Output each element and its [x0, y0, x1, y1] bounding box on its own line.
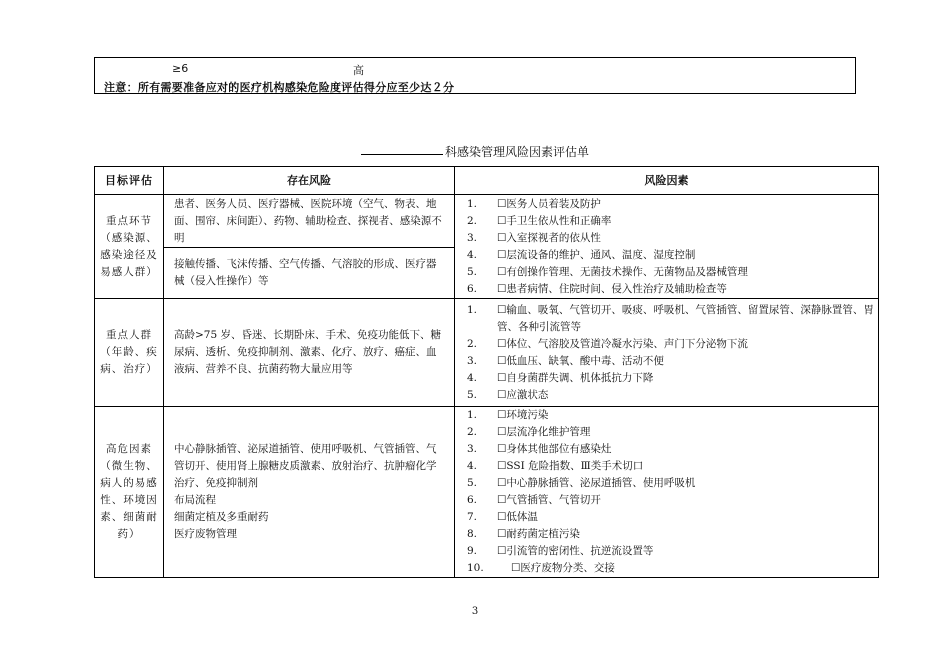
factor-cell: [455, 299, 879, 407]
checkbox-item[interactable]: ☐体位、气溶胶及管道冷凝水污染、声门下分泌物下流: [497, 337, 748, 350]
form-title: [0, 143, 950, 160]
list-item: [467, 264, 878, 281]
item-number: 9.: [467, 545, 478, 557]
checkbox-item[interactable]: ☐有创操作管理、无菌技术操作、无菌物品及器械管理: [497, 265, 748, 278]
header-target: 目标评估: [95, 167, 164, 195]
list-item: [467, 441, 878, 458]
checkbox-item[interactable]: ☐耐药菌定植污染: [497, 528, 580, 540]
item-number: 1.: [467, 409, 478, 421]
checkbox-item[interactable]: ☐患者病情、住院时间、侵入性治疗及辅助检查等: [497, 282, 727, 295]
checkbox-item[interactable]: ☐医疗废物分类、交接: [511, 562, 615, 574]
header-risk: 存在风险: [164, 167, 455, 195]
list-item: [467, 387, 878, 404]
item-number: 4.: [467, 371, 478, 384]
risk-line: 医疗废物管理: [174, 528, 237, 540]
item-number: 3.: [467, 443, 478, 455]
risk-cell: [164, 407, 455, 578]
risk-line: 细菌定植及多重耐药: [174, 511, 269, 523]
target-cell: 重点人群（年龄、疾病、治疗）: [95, 299, 164, 407]
checkbox-item[interactable]: ☐中心静脉插管、泌尿道插管、使用呼吸机: [497, 477, 696, 489]
risk-cell: 患者、医务人员、医疗器械、医院环境（空气、物表、地面、围帘、床间距）、药物、辅助检查、探视者、感染源不明: [164, 195, 455, 248]
item-number: 10.: [467, 562, 484, 574]
list-item: [467, 560, 878, 577]
checkbox-item[interactable]: ☐引流管的密闭性、抗逆流设置等: [497, 545, 654, 557]
list-item: [467, 213, 878, 230]
list-item: [467, 543, 878, 560]
list-item: [467, 424, 878, 441]
list-item: [467, 247, 878, 264]
list-item: [467, 196, 878, 213]
risk-level-value: 高: [353, 64, 364, 77]
checkbox-item[interactable]: ☐层流设备的维护、通风、温度、湿度控制: [497, 248, 696, 261]
item-number: 5.: [467, 265, 478, 278]
checkbox-item[interactable]: ☐身体其他部位有感染灶: [497, 443, 612, 455]
checkbox-item[interactable]: ☐输血、吸氧、气管切开、吸痰、呼吸机、气管插管、留置尿管、深静脉置管、胃管、各种引流管等: [497, 303, 874, 333]
checkbox-item[interactable]: ☐SSI 危险指数、Ⅲ类手术切口: [497, 460, 644, 472]
list-item: [467, 526, 878, 543]
list-item: [467, 492, 878, 509]
item-number: 5.: [467, 388, 478, 401]
list-item: [467, 336, 878, 353]
checkbox-item[interactable]: ☐层流净化维护管理: [497, 426, 591, 438]
header-factors: 风险因素: [455, 167, 879, 195]
item-number: 2.: [467, 214, 478, 227]
list-item: [467, 370, 878, 387]
risk-note: 注意：所有需要准备应对的医疗机构感染危险度评估得分应至少达２分: [104, 81, 455, 94]
item-number: 4.: [467, 460, 478, 472]
risk-line: 中心静脉插管、泌尿道插管、使用呼吸机、气管插管、气管切开、使用肾上腺糖皮质激素、放射治疗、抗肿瘤化学治疗、免疫抑制剂: [174, 443, 437, 489]
item-number: 3.: [467, 354, 478, 367]
checkbox-item[interactable]: ☐手卫生依从性和正确率: [497, 214, 612, 227]
risk-cell: 接触传播、飞沫传播、空气传播、气溶胶的形成、医疗器械（侵入性操作）等: [164, 248, 455, 299]
risk-cell: 高龄>75 岁、昏迷、长期卧床、手术、免疫功能低下、糖尿病、透析、免疫抑制剂、激素、化疗、放疗、癌症、血液病、营养不良、抗菌药物大量应用等: [164, 299, 455, 407]
list-item: [467, 475, 878, 492]
table-header-row: [95, 167, 879, 195]
department-blank[interactable]: [361, 154, 443, 155]
list-item: [467, 230, 878, 247]
list-item: [467, 509, 878, 526]
item-number: 4.: [467, 248, 478, 261]
item-number: 5.: [467, 477, 478, 489]
item-number: 6.: [467, 494, 478, 506]
target-cell: 高危因素（微生物、病人的易感性、环境因素、细菌耐药）: [95, 407, 164, 578]
checkbox-item[interactable]: ☐医务人员着装及防护: [497, 197, 601, 210]
checkbox-item[interactable]: ☐气管插管、气管切开: [497, 494, 601, 506]
risk-score-level: ≥6: [172, 62, 189, 75]
checkbox-item[interactable]: ☐自身菌群失调、机体抵抗力下降: [497, 371, 654, 384]
list-item: [467, 353, 878, 370]
checkbox-item[interactable]: ☐低血压、缺氧、酸中毒、活动不便: [497, 354, 664, 367]
checkbox-item[interactable]: ☐环境污染: [497, 409, 549, 421]
item-number: 6.: [467, 282, 478, 295]
risk-line: 布局流程: [174, 494, 216, 506]
list-item: [467, 407, 878, 424]
checkbox-item[interactable]: ☐入室探视者的依从性: [497, 231, 601, 244]
target-cell: 重点环节（感染源、感染途径及易感人群）: [95, 195, 164, 299]
table-row: [95, 407, 879, 578]
table-row: [95, 195, 879, 248]
factor-cell: [455, 195, 879, 299]
form-title-text: 科感染管理风险因素评估单: [444, 145, 589, 159]
checkbox-item[interactable]: ☐低体温: [497, 511, 538, 523]
factor-cell: [455, 407, 879, 578]
item-number: 1.: [467, 303, 478, 316]
item-number: 2.: [467, 426, 478, 438]
risk-level-box: [94, 57, 856, 94]
table-row: [95, 299, 879, 407]
item-number: 2.: [467, 337, 478, 350]
item-number: 1.: [467, 197, 478, 210]
list-item: [467, 281, 878, 298]
page-number: 3: [471, 606, 479, 617]
list-item: [467, 458, 878, 475]
item-number: 8.: [467, 528, 478, 540]
item-number: 3.: [467, 231, 478, 244]
item-number: 7.: [467, 511, 478, 523]
risk-assessment-table: [94, 166, 879, 578]
list-item: [467, 302, 878, 336]
checkbox-item[interactable]: ☐应激状态: [497, 388, 549, 401]
